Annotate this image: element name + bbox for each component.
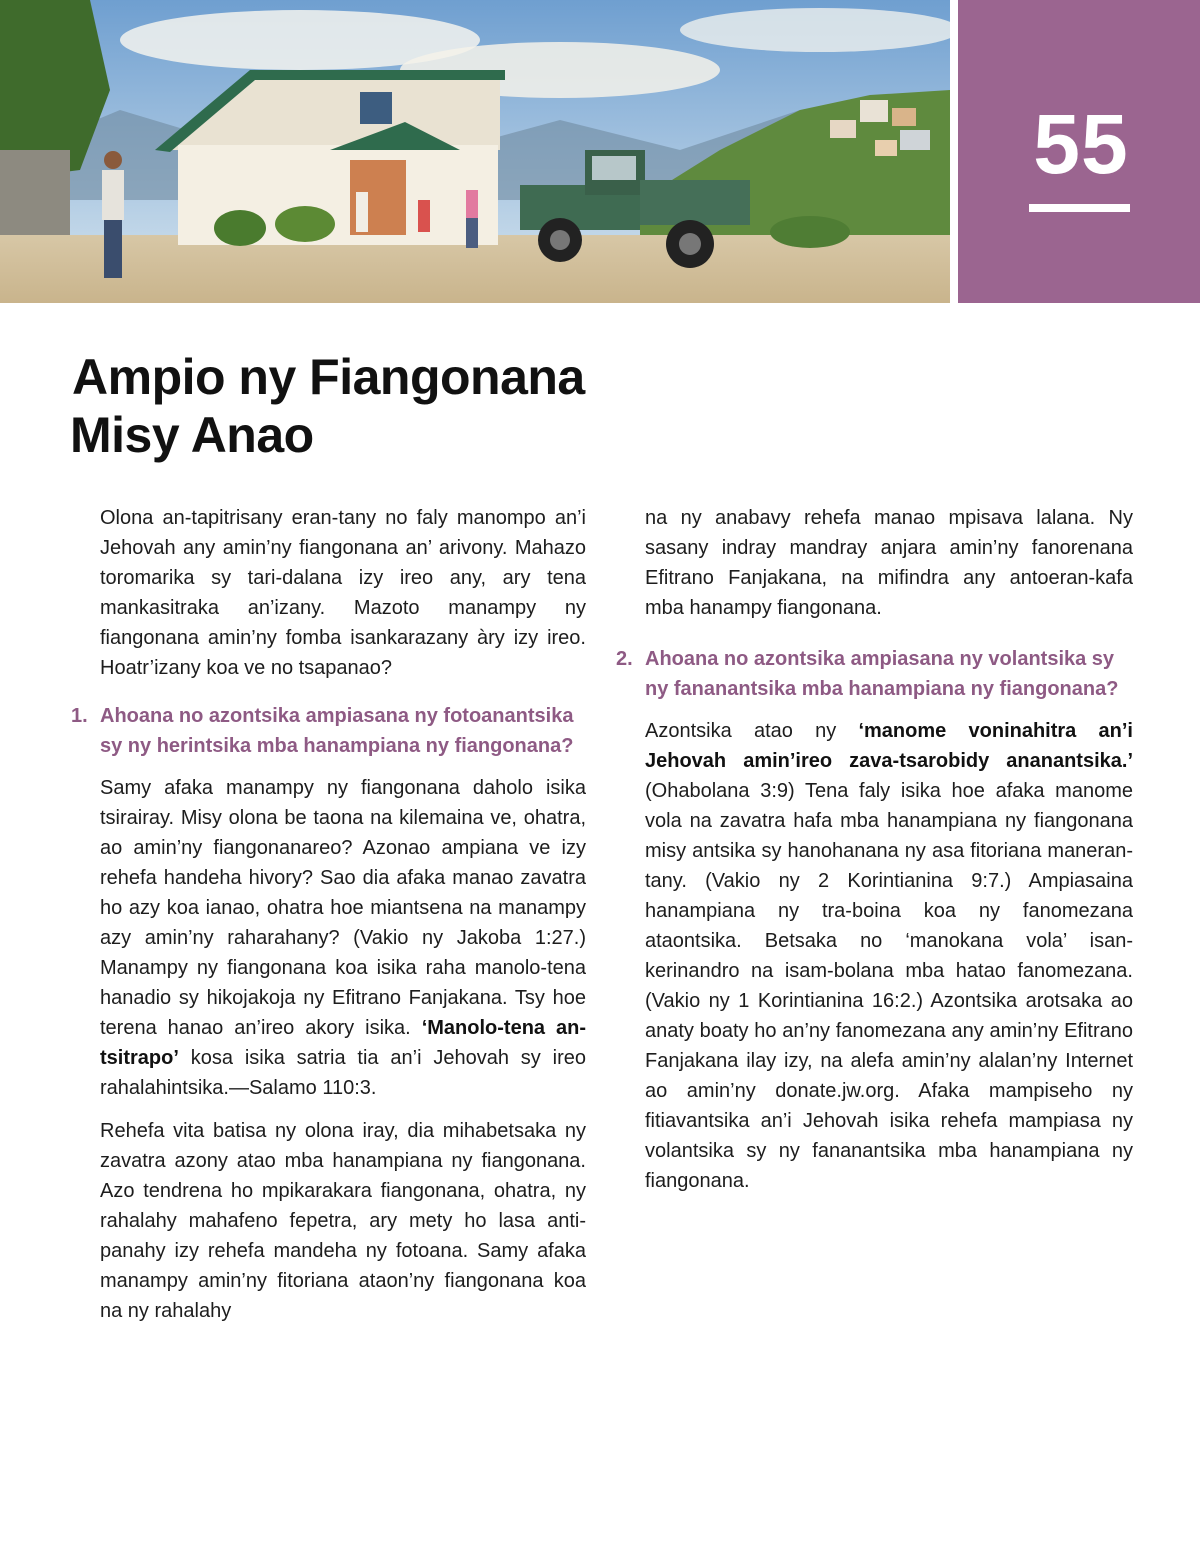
question-2-number: 2. xyxy=(616,648,633,670)
lesson-number: 55 xyxy=(1033,97,1129,191)
question-2-text: Ahoana no azontsika ampiasana ny volantsika sy ny fananantsika mba hanampiana ny fiangonana? xyxy=(645,648,1119,700)
section-1-paragraph-1-text-b: kosa isika satria tia an’i Jehovah sy ireo rahalahintsika.—Salamo 110:3. xyxy=(100,1047,586,1099)
section-2-paragraph-1-text-b: (Ohabolana 3:9) Tena faly isika hoe afaka manome vola na zavatra hafa mba hanampiana ny fiangonana misy antsika sy hanohanana ny asa fitoriana maneran-tany. (Vakio ny 2 Korintianina 9:7.) Ampiasaina hanampiana ny tra-boina koa ny fanomezana ataontsika. Betsaka no ‘manokana vola’ isan-kerinandro na isam-bolana mba hatao fanomezana. (Vakio ny 1 Korintianina 16:2.) Azontsika arotsaka ao anaty boaty ho an’ny fanomezana any amin’ny Efitrano Fanjakana ilay izy, na alefa amin’ny alalan’ny Internet ao amin’ny donate.jw.org. Afaka mampiseho ny fitiavantsika an’i Jehovah isika rehefa mampiasa ny volantsika sy ny fananantsika mba hanampiana ny fiangonana. xyxy=(645,780,1133,1192)
lesson-number-box xyxy=(958,0,1200,303)
section-1-paragraph-1-text-a: Samy afaka manampy ny fiangonana daholo isika tsirairay. Misy olona be taona na kilemaina ve, ohatra, ao amin’ny fiangonanareo? Azonao ampiana ve izy rehefa handeha hivory? Sao dia afaka manao zavatra ho azy koa ianao, ohatra hoe miantsena na manampy azy amin’ny raharahany? (Vakio ny Jakoba 1:27.) Manampy ny fiangonana koa isika raha manolo-tena hanadio sy hikojakoja ny Efitrano Fanjakana. Tsy hoe terena hanao an’ireo akory isika. xyxy=(100,777,586,1039)
section-2-paragraph-1-bold: ‘manome voninahitra an’i Jehovah amin’ireo zava-tsarobidy ananantsika.’ xyxy=(645,720,1133,772)
section-2-paragraph-1 xyxy=(645,716,1133,1196)
section-1-paragraph-1 xyxy=(100,773,586,1103)
right-column xyxy=(616,503,1133,1196)
page-title xyxy=(72,348,772,464)
lesson-number-underline xyxy=(1029,204,1130,212)
question-1 xyxy=(71,701,586,761)
section-2-paragraph-1-text-a: Azontsika atao ny xyxy=(645,720,859,742)
intro-paragraph: Olona an-tapitrisany eran-tany no faly manompo an’i Jehovah any amin’ny fiangonana an’ arivony. Mahazo toromarika sy tari-dalana izy ireo any, ary tena mankasitraka an’izany. Mazoto manampy ny fiangonana amin’ny fomba isankarazany àry izy ireo. Hoatr’izany koa ve no tsapanao? xyxy=(100,507,586,679)
page-title-line-2: Misy Anao xyxy=(70,407,314,463)
question-2 xyxy=(616,644,1133,704)
question-1-text: Ahoana no azontsika ampiasana ny fotoanantsika sy ny herintsika mba hanampiana ny fiangonana? xyxy=(100,705,574,757)
section-1-paragraph-2: Rehefa vita batisa ny olona iray, dia mihabetsaka ny zavatra azony atao mba hanampiana ny fiangonana. Azo tendrena ho mpikarakara fiangonana, ohatra, ny rahalahy mahafeno fepetra, ary mety ho lasa anti-panahy izy rehefa mandeha ny fotoana. Samy afaka manampy amin’ny fitoriana ataon’ny fiangonana koa na ny rahalahy xyxy=(100,1120,586,1322)
hero-image xyxy=(0,0,950,303)
page-title-line-1: Ampio ny Fiangonana xyxy=(72,349,585,405)
section-1-paragraph-2-continued: na ny anabavy rehefa manao mpisava lalana. Ny sasany indray mandray anjara amin’ny fanorenana Efitrano Fanjakana, na mifindra any antoeran-kafa mba hanampy fiangonana. xyxy=(645,507,1133,619)
left-column xyxy=(71,503,587,1326)
question-1-number: 1. xyxy=(71,705,88,727)
section-1-paragraph-1-bold: ‘Manolo-tena an-tsitrapo’ xyxy=(100,1017,587,1069)
